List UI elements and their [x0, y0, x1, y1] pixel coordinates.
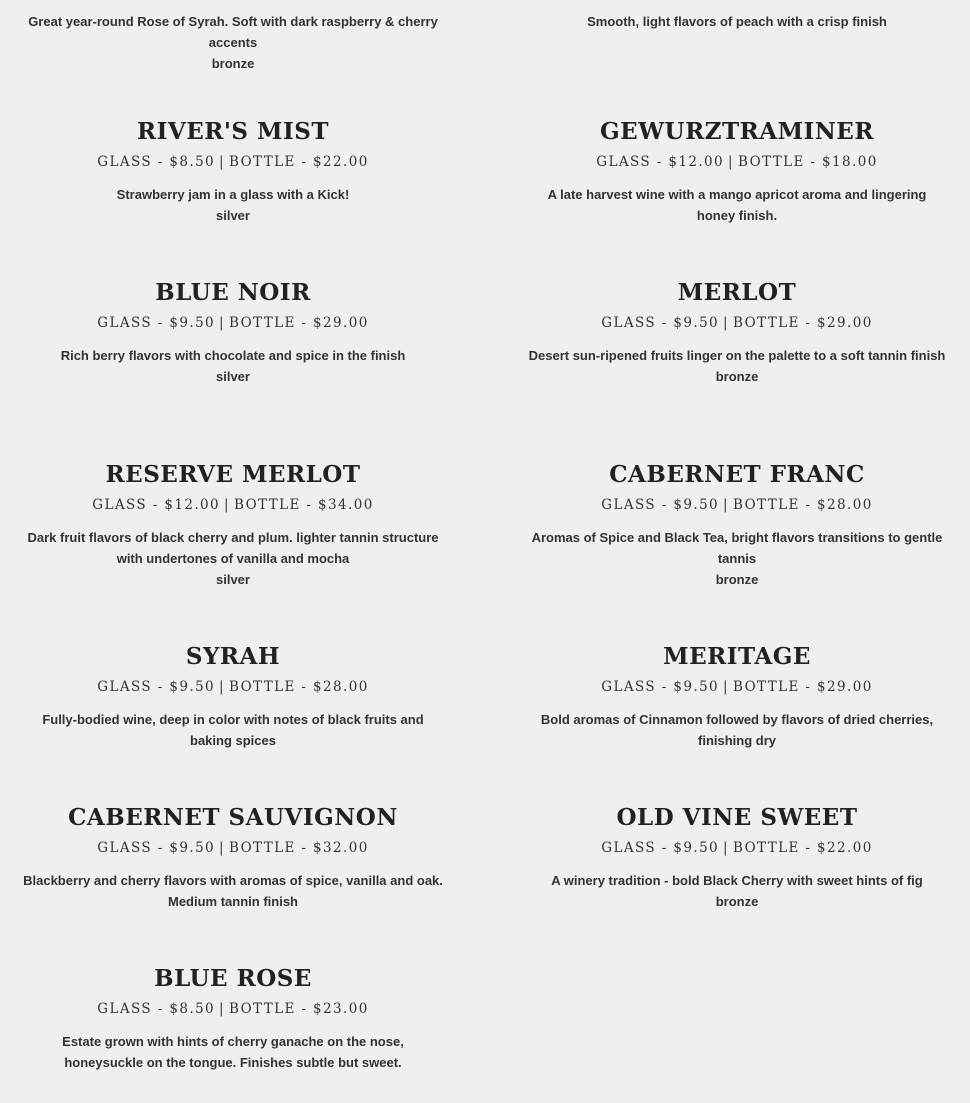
- wine-price: GLASS - $9.50 | BOTTLE - $29.00: [601, 315, 873, 331]
- wine-name: RIVER'S MIST: [137, 118, 329, 145]
- bottle-price: BOTTLE - $29.00: [229, 315, 369, 331]
- wine-description: A winery tradition - bold Black Cherry with sweet hints of fig: [551, 873, 923, 888]
- wine-description: Aromas of Spice and Black Tea, bright flavors transitions to gentle tannis: [531, 530, 943, 566]
- glass-price: GLASS - $9.50: [97, 840, 216, 856]
- glass-price: GLASS - $8.50: [97, 1001, 216, 1017]
- wine-item: [527, 803, 947, 912]
- bottle-price: BOTTLE - $29.00: [733, 679, 873, 695]
- medal-label: silver: [216, 369, 250, 384]
- wine-price: GLASS - $9.50 | BOTTLE - $28.00: [601, 497, 873, 513]
- medal-label: silver: [216, 572, 250, 587]
- glass-price: GLASS - $9.50: [601, 315, 720, 331]
- bottle-price: BOTTLE - $18.00: [738, 154, 878, 170]
- wine-price: GLASS - $9.50 | BOTTLE - $32.00: [97, 840, 369, 856]
- medal-label: silver: [216, 208, 250, 223]
- wine-description: A late harvest wine with a mango apricot aroma and lingering honey finish.: [547, 187, 927, 223]
- wine-name: MERITAGE: [663, 643, 811, 670]
- medal-label: bronze: [715, 369, 759, 384]
- wine-name: MERLOT: [677, 279, 797, 306]
- bottle-price: BOTTLE - $22.00: [733, 840, 873, 856]
- bottle-price: BOTTLE - $28.00: [229, 679, 369, 695]
- bottle-price: BOTTLE - $29.00: [733, 315, 873, 331]
- wine-price: GLASS - $9.50 | BOTTLE - $29.00: [601, 679, 873, 695]
- glass-price: GLASS - $12.00: [92, 497, 221, 513]
- wine-name: CABERNET FRANC: [609, 461, 865, 488]
- wine-item: [23, 803, 443, 912]
- wine-price: GLASS - $8.50 | BOTTLE - $23.00: [97, 1001, 369, 1017]
- wine-description: Dark fruit flavors of black cherry and plum. lighter tannin structure with undertones of vanilla and mocha: [27, 530, 439, 566]
- wine-description: Bold aromas of Cinnamon followed by flavors of dried cherries, finishing dry: [540, 712, 934, 748]
- glass-price: GLASS - $8.50: [97, 154, 216, 170]
- bottle-price: BOTTLE - $32.00: [229, 840, 369, 856]
- medal-label: bronze: [715, 894, 759, 909]
- wine-item: [527, 642, 947, 751]
- bottle-price: BOTTLE - $34.00: [234, 497, 374, 513]
- wine-description: Blackberry and cherry flavors with aromas of spice, vanilla and oak. Medium tannin finish: [23, 873, 443, 909]
- wine-name: RESERVE MERLOT: [105, 461, 361, 488]
- wine-description: Great year-round Rose of Syrah. Soft with dark raspberry & cherry accents: [28, 14, 438, 50]
- wine-description: Strawberry jam in a glass with a Kick!: [116, 187, 350, 202]
- wine-item: [23, 642, 443, 751]
- wine-name: CABERNET SAUVIGNON: [68, 804, 398, 831]
- medal-label: bronze: [715, 572, 759, 587]
- wine-item: [527, 117, 947, 226]
- wine-name: OLD VINE SWEET: [616, 804, 858, 831]
- wine-price: GLASS - $9.50 | BOTTLE - $28.00: [97, 679, 369, 695]
- medal-label: bronze: [211, 56, 255, 71]
- wine-description: Estate grown with hints of cherry ganache on the nose, honeysuckle on the tongue. Finishes subtle but sweet.: [62, 1034, 404, 1070]
- bottle-price: BOTTLE - $28.00: [733, 497, 873, 513]
- wine-name: SYRAH: [185, 643, 281, 670]
- wine-price: GLASS - $12.00 | BOTTLE - $18.00: [596, 154, 878, 170]
- glass-price: GLASS - $9.50: [601, 497, 720, 513]
- wine-description: Smooth, light flavors of peach with a crisp finish: [587, 14, 887, 29]
- wine-price: GLASS - $8.50 | BOTTLE - $22.00: [97, 154, 369, 170]
- wine-name: BLUE ROSE: [154, 965, 312, 992]
- wine-item: [527, 11, 947, 32]
- wine-name: BLUE NOIR: [155, 279, 311, 306]
- wine-item: [527, 460, 947, 590]
- wine-description: Desert sun-ripened fruits linger on the palette to a soft tannin finish: [528, 348, 946, 363]
- wine-item: [23, 460, 443, 590]
- glass-price: GLASS - $9.50: [601, 679, 720, 695]
- wine-item: [23, 11, 443, 74]
- glass-price: GLASS - $9.50: [97, 679, 216, 695]
- wine-item: [23, 117, 443, 226]
- wine-price: GLASS - $12.00 | BOTTLE - $34.00: [92, 497, 374, 513]
- wine-name: GEWURZTRAMINER: [600, 118, 874, 145]
- wine-price: GLASS - $9.50 | BOTTLE - $29.00: [97, 315, 369, 331]
- glass-price: GLASS - $9.50: [97, 315, 216, 331]
- wine-description: Rich berry flavors with chocolate and spice in the finish: [60, 348, 406, 363]
- glass-price: GLASS - $9.50: [601, 840, 720, 856]
- wine-item: [23, 964, 443, 1073]
- glass-price: GLASS - $12.00: [596, 154, 725, 170]
- wine-price: GLASS - $9.50 | BOTTLE - $22.00: [601, 840, 873, 856]
- bottle-price: BOTTLE - $22.00: [229, 154, 369, 170]
- wine-item: [527, 278, 947, 387]
- wine-item: [23, 278, 443, 387]
- wine-description: Fully-bodied wine, deep in color with notes of black fruits and baking spices: [42, 712, 424, 748]
- bottle-price: BOTTLE - $23.00: [229, 1001, 369, 1017]
